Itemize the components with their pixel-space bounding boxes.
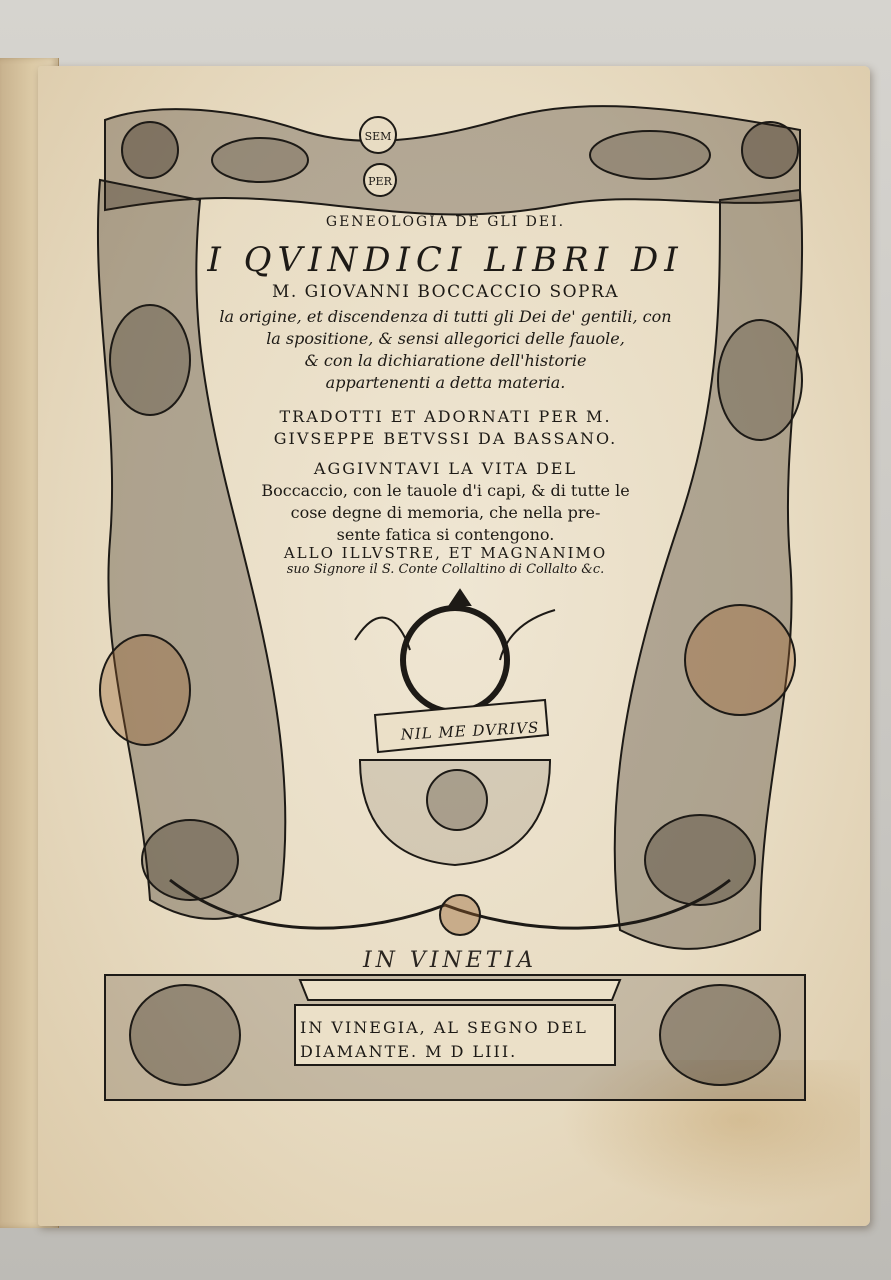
description-line: & con la dichiaratione dell'historie (304, 351, 587, 370)
translator-line: TRADOTTI ET ADORNATI PER M. (279, 407, 612, 426)
device-motto: NIL ME DVRIVS (400, 718, 540, 744)
translator-line: GIVSEPPE BETVSSI DA BASSANO. (273, 429, 618, 448)
imprint (300, 1016, 620, 1064)
description-line: la origine, et discendenza di tutti gli Dei de' gentili, con (219, 307, 672, 326)
description-line: la spositione, & sensi allegorici delle fauole, (266, 329, 625, 348)
addition-line: cose degne di memoria, che nella pre- (290, 503, 601, 522)
addition-heading: AGGIVNTAVI LA VITA DEL (313, 459, 578, 478)
description-line: appartenenti a detta materia. (325, 373, 566, 392)
imprint-line: DIAMANTE. M D LIII. (300, 1042, 518, 1061)
addition-line: Boccaccio, con le tauole d'i capi, & di tutte le (261, 481, 630, 500)
imprint-line: IN VINEGIA, AL SEGNO DEL (300, 1018, 588, 1037)
subtitle: GENEOLOGIA DE GLI DEI. (325, 214, 566, 230)
top-cherub-band (105, 106, 800, 214)
dedication-line: suo Signore il S. Conte Collaltino di Collalto &c. (286, 562, 605, 577)
author-line: M. GIOVANNI BOCCACCIO SOPRA (271, 282, 620, 302)
addition-line: sente fatica si contengono. (336, 525, 555, 544)
center-cherub-head (440, 895, 480, 935)
dedication-heading: ALLO ILLVSTRE, ET MAGNANIMO (283, 544, 608, 562)
banner-per: PER (368, 175, 392, 188)
place-banner: IN VINETIA (362, 948, 538, 973)
banner-sem: SEM (364, 130, 392, 143)
main-title: I QVINDICI LIBRI DI (207, 240, 684, 280)
